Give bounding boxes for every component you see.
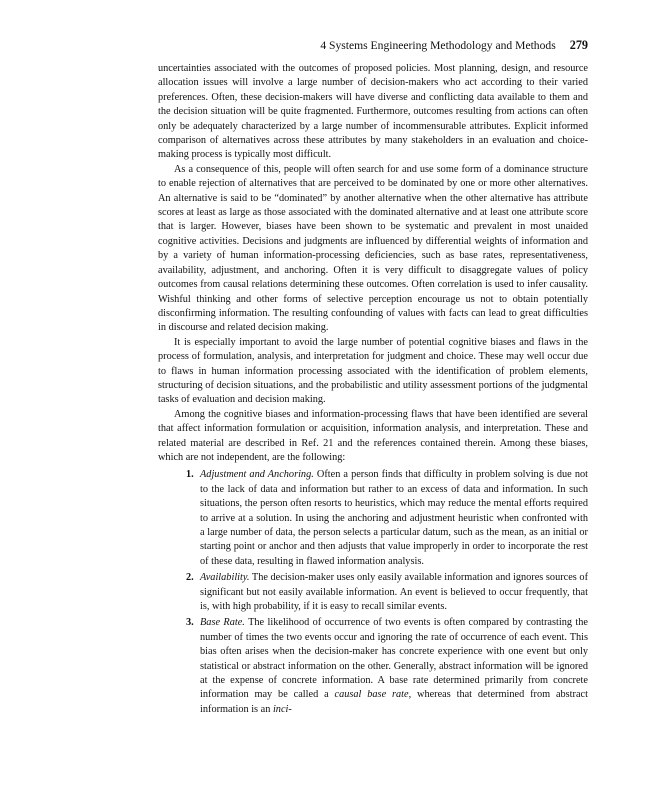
italic-term: causal base rate, xyxy=(334,689,412,701)
list-number: 1. xyxy=(186,469,194,481)
running-header xyxy=(158,38,588,54)
list-text: whereas that determined from abstract information is an xyxy=(200,689,588,715)
paragraph: Among the cognitive biases and information-processing flaws that have been identified are several that affect information formulation or acquisition, information analysis, and interpretation. These and related material are described in Ref. 21 and the references contained therein. Among these biases, which are not independent, are the following: xyxy=(158,408,588,463)
italic-term: inci- xyxy=(272,703,292,715)
list-heading: Availability. xyxy=(200,572,250,584)
list-text: The decision-maker uses only easily available information and ignores sources of significant but not easily available information. An event is believed to occur frequently, that is, with high probability, if it is easy to recall similar events. xyxy=(200,572,588,613)
list-heading: Base Rate. xyxy=(200,617,245,629)
paragraph: uncertainties associated with the outcomes of proposed policies. Most planning, design, and resource allocation issues will involve a large number of decision-makers who act according to their varied preferences. Often, these decision-makers will have diverse and conflicting data available to them and the decision situation will be quite fragmented. Furthermore, outcomes resulting from actions can often only be adequately characterized by a large number of incommensurable attributes. Explicit informed comparison of alternatives across these attributes by many stakeholders in an evaluation and choice-making process is typically most difficult. xyxy=(158,63,588,161)
list-item xyxy=(158,616,588,717)
list-number: 3. xyxy=(186,617,194,629)
paragraph: It is especially important to avoid the large number of potential cognitive biases and flaws in the process of formulation, analysis, and interpretation for judgment and choice. These may well occur due to flaws in human information processing associated with the identification of problem elements, structuring of decision situations, and the probabilistic and utility assessment portions of the judgmental tasks of evaluation and decision making. xyxy=(158,336,588,406)
list-text: The likelihood of occurrence of two events is often compared by contrasting the number of times the two events occur and ignoring the rate of occurrence of each event. This bias often arises when the decision-maker has concrete experience with one event but only statistical or abstract information on the other. Generally, abstract information will be ignored at the expense of concrete information. A base rate determined primarily from concrete information may be called a xyxy=(200,617,588,701)
paragraph: As a consequence of this, people will often search for and use some form of a dominance structure to enable rejection of alternatives that are perceived to be dominated by one or more other alternatives. An alternative is said to be “dominated” by another alternative when the other alternative has attribute scores at least as large as those associated with the dominated alternative and at least one attribute score that is larger. However, biases have been shown to be systematic and prevalent in most unaided cognitive activities. Decisions and judgments are influenced by differential weights of information and by a variety of human information-processing deficiencies, such as base rates, representativeness, availability, adjustment, and anchoring. Often it is very difficult to disaggregate values of policy outcomes from causal relations determining these outcomes. Often correlation is used to infer causality. Wishful thinking and other forms of selective perception encourage us not to obtain potentially disconfirming information. The resulting confounding of values with facts can lead to great difficulties in discourse and related decision making. xyxy=(158,163,588,334)
list-text: Often a person finds that difficulty in problem solving is due not to the lack of data and information but rather to an excess of data and information. In such situations, the person often resorts to heuristics, which may reduce the mental efforts required to arrive at a solution. In using the anchoring and adjustment heuristic when confronted with a large number of data, the person selects a particular datum, such as the mean, as an initial or starting point or anchor and then adjusts that value improperly in order to incorporate the rest of these data, resulting in flawed information analysis. xyxy=(200,469,588,567)
page-body xyxy=(158,62,588,719)
bias-list xyxy=(158,468,588,717)
list-item xyxy=(158,468,588,569)
list-heading: Adjustment and Anchoring. xyxy=(200,469,314,481)
list-item xyxy=(158,571,588,614)
chapter-title: 4 Systems Engineering Methodology and Methods xyxy=(320,39,556,52)
page-number: 279 xyxy=(569,38,588,52)
list-number: 2. xyxy=(186,572,194,584)
